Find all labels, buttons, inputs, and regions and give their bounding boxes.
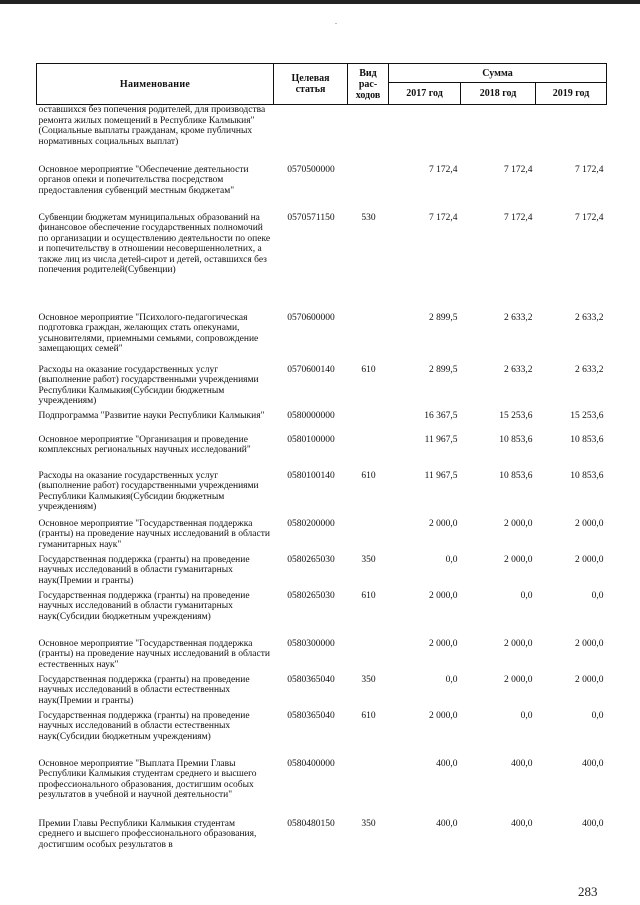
row-2017: 2 899,5 (429, 312, 458, 323)
row-2018: 7 172,4 (504, 164, 533, 175)
row-name: Государственная поддержка (гранты) на проведение научных исследований в области гуманитарных наук(Субсидии бюджетным учреждениям) (38, 590, 250, 622)
table-row (37, 519, 607, 555)
scan-speck: . (335, 17, 337, 26)
row-expense-type (348, 639, 389, 675)
table-row (37, 471, 607, 519)
row-name: оставшихся без попечения родителей, для производства ремонта жилых помещений в Республике Калмыкия"(Социальные выплаты гражданам, кроме публичных нормативных социальных выплат) (38, 105, 266, 147)
row-2019: 0,0 (591, 590, 604, 601)
row-code: 0580400000 (287, 758, 335, 769)
table-row (37, 759, 607, 819)
table-row (37, 105, 607, 165)
row-expense-type (348, 105, 389, 165)
row-code: 0580265030 (287, 590, 335, 601)
row-2019: 2 000,0 (575, 554, 604, 565)
row-name: Основное мероприятие "Государственная поддержка (гранты) на проведение научных исследований в области естественных наук" (38, 638, 270, 670)
row-name: Государственная поддержка (гранты) на проведение научных исследований в области гуманитарных наук(Премии и гранты) (38, 554, 250, 586)
row-code: 0570500000 (287, 164, 335, 175)
header-year-2019: 2019 год (536, 83, 607, 105)
row-2017 (389, 105, 461, 165)
row-expense-type (348, 759, 389, 819)
row-expense-type: 610 (361, 710, 376, 721)
row-2019: 2 633,2 (575, 364, 604, 375)
row-2017: 2 000,0 (429, 518, 458, 529)
row-code: 0580480150 (287, 818, 335, 829)
row-code (274, 105, 348, 165)
header-target-article: Целевая статья (274, 64, 348, 105)
row-2018: 2 000,0 (504, 518, 533, 529)
row-2017: 7 172,4 (429, 212, 458, 223)
row-2018: 2 633,2 (504, 364, 533, 375)
row-code: 0570600000 (287, 312, 335, 323)
top-border-line (0, 0, 640, 4)
row-code: 0570571150 (287, 212, 335, 223)
row-2019: 7 172,4 (575, 212, 604, 223)
row-2019: 400,0 (582, 818, 604, 829)
row-2017: 2 899,5 (429, 364, 458, 375)
row-expense-type: 350 (361, 674, 376, 685)
table-row (37, 213, 607, 313)
row-2018: 10 853,6 (499, 470, 533, 481)
row-name: Субвенции бюджетам муниципальных образований на финансовое обеспечение государственных полномочий по организации и осуществлению деятельности по опеке и попечительству в отношении несовершеннолетних, а также лиц из числа детей-сирот и детей, оставшихся без попечения родителей(Субвенции) (38, 212, 271, 276)
row-name: Расходы на оказание государственных услуг (выполнение работ) государственными учреждениями Республики Калмыкия(Субсидии бюджетным учреждениям) (38, 470, 259, 513)
table-row (37, 711, 607, 759)
row-2017: 11 967,5 (424, 470, 458, 481)
row-2019: 0,0 (591, 710, 604, 721)
row-code: 0580100140 (287, 470, 335, 481)
row-name: Премии Главы Республики Калмыкия студентам среднего и высшего профессионального образования, достигшим особых результатов в (38, 818, 257, 850)
table-row (37, 591, 607, 639)
row-expense-type: 350 (361, 554, 376, 565)
row-2019: 400,0 (582, 758, 604, 769)
row-2017: 2 000,0 (429, 710, 458, 721)
row-2019: 2 000,0 (575, 518, 604, 529)
row-code: 0580365040 (287, 674, 335, 685)
row-name: Подпрограмма "Развитие науки Республики Калмыкия" (38, 410, 265, 421)
row-2018: 0,0 (520, 710, 533, 721)
budget-table (36, 63, 607, 855)
table-row (37, 165, 607, 213)
header-name: Наименование (37, 64, 274, 105)
table-row (37, 411, 607, 435)
header-year-2017: 2017 год (389, 83, 461, 105)
row-name: Основное мероприятие "Организация и проведение комплексных региональных научных исследований" (38, 434, 251, 456)
row-name: Основное мероприятие "Обеспечение деятельности органов опеки и попечительства посредством предоставления субвенций местным бюджетам" (38, 164, 249, 196)
header-expense-type: Вид рас-ходов (348, 64, 389, 105)
header-year-2018: 2018 год (461, 83, 536, 105)
row-2019: 2 633,2 (575, 312, 604, 323)
table-row (37, 435, 607, 471)
table-row (37, 639, 607, 675)
row-code: 0580300000 (287, 638, 335, 649)
row-code: 0580200000 (287, 518, 335, 529)
row-2019: 10 853,6 (570, 470, 604, 481)
row-2019: 10 853,6 (570, 434, 604, 445)
table-body (37, 105, 607, 855)
table-row (37, 555, 607, 591)
row-2018: 7 172,4 (504, 212, 533, 223)
row-2017: 0,0 (445, 674, 458, 685)
row-name: Основное мероприятие "Психолого-педагогическая подготовка граждан, желающих стать опекунами, усыновителями, приемными семьями, сопровождение замещающих семей" (38, 312, 259, 355)
header-sum: Сумма (389, 64, 607, 83)
row-2018 (461, 105, 536, 165)
row-name: Государственная поддержка (гранты) на проведение научных исследований в области естественных наук(Премии и гранты) (38, 674, 250, 706)
row-expense-type (348, 411, 389, 435)
row-name: Государственная поддержка (гранты) на проведение научных исследований в области естественных наук(Субсидии бюджетным учреждениям) (38, 710, 250, 742)
row-2019: 2 000,0 (575, 674, 604, 685)
row-name: Расходы на оказание государственных услуг (выполнение работ) государственными учреждениями Республики Калмыкия(Субсидии бюджетным учреждениям) (38, 364, 259, 407)
row-expense-type: 530 (361, 212, 376, 223)
row-expense-type (348, 165, 389, 213)
row-2018: 400,0 (511, 818, 533, 829)
row-expense-type (348, 519, 389, 555)
page-number: 283 (578, 884, 598, 899)
row-name: Основное мероприятие "Государственная поддержка (гранты) на проведение научных исследований в области гуманитарных наук" (38, 518, 270, 550)
row-expense-type: 610 (361, 470, 376, 481)
row-expense-type (348, 435, 389, 471)
row-2017: 0,0 (445, 554, 458, 565)
row-2018: 0,0 (520, 590, 533, 601)
row-name: Основное мероприятие "Выплата Премии Главы Республики Калмыкия студентам среднего и высшего профессионального образования, достигшим особых результатов в учебной и научной деятельности" (38, 758, 257, 801)
row-2019: 7 172,4 (575, 164, 604, 175)
row-2017: 11 967,5 (424, 434, 458, 445)
row-2017: 2 000,0 (429, 638, 458, 649)
table-row (37, 365, 607, 411)
table-row (37, 675, 607, 711)
row-code: 0580365040 (287, 710, 335, 721)
row-2018: 2 000,0 (504, 638, 533, 649)
table-row (37, 313, 607, 365)
row-code: 0580100000 (287, 434, 335, 445)
row-2019 (536, 105, 607, 165)
row-expense-type: 610 (361, 364, 376, 375)
table-row (37, 819, 607, 855)
row-code: 0580265030 (287, 554, 335, 565)
row-code: 0570600140 (287, 364, 335, 375)
row-2018: 400,0 (511, 758, 533, 769)
row-expense-type: 610 (361, 590, 376, 601)
row-2017: 400,0 (436, 818, 458, 829)
row-2017: 7 172,4 (429, 164, 458, 175)
row-2018: 10 853,6 (499, 434, 533, 445)
row-expense-type: 350 (361, 818, 376, 829)
row-2018: 2 633,2 (504, 312, 533, 323)
row-code: 0580000000 (287, 410, 335, 421)
row-2019: 15 253,6 (570, 410, 604, 421)
table-header (37, 64, 607, 105)
row-2018: 2 000,0 (504, 674, 533, 685)
row-2018: 2 000,0 (504, 554, 533, 565)
row-2018: 15 253,6 (499, 410, 533, 421)
row-2019: 2 000,0 (575, 638, 604, 649)
row-2017: 2 000,0 (429, 590, 458, 601)
row-expense-type (348, 313, 389, 365)
row-2017: 400,0 (436, 758, 458, 769)
row-2017: 16 367,5 (424, 410, 458, 421)
